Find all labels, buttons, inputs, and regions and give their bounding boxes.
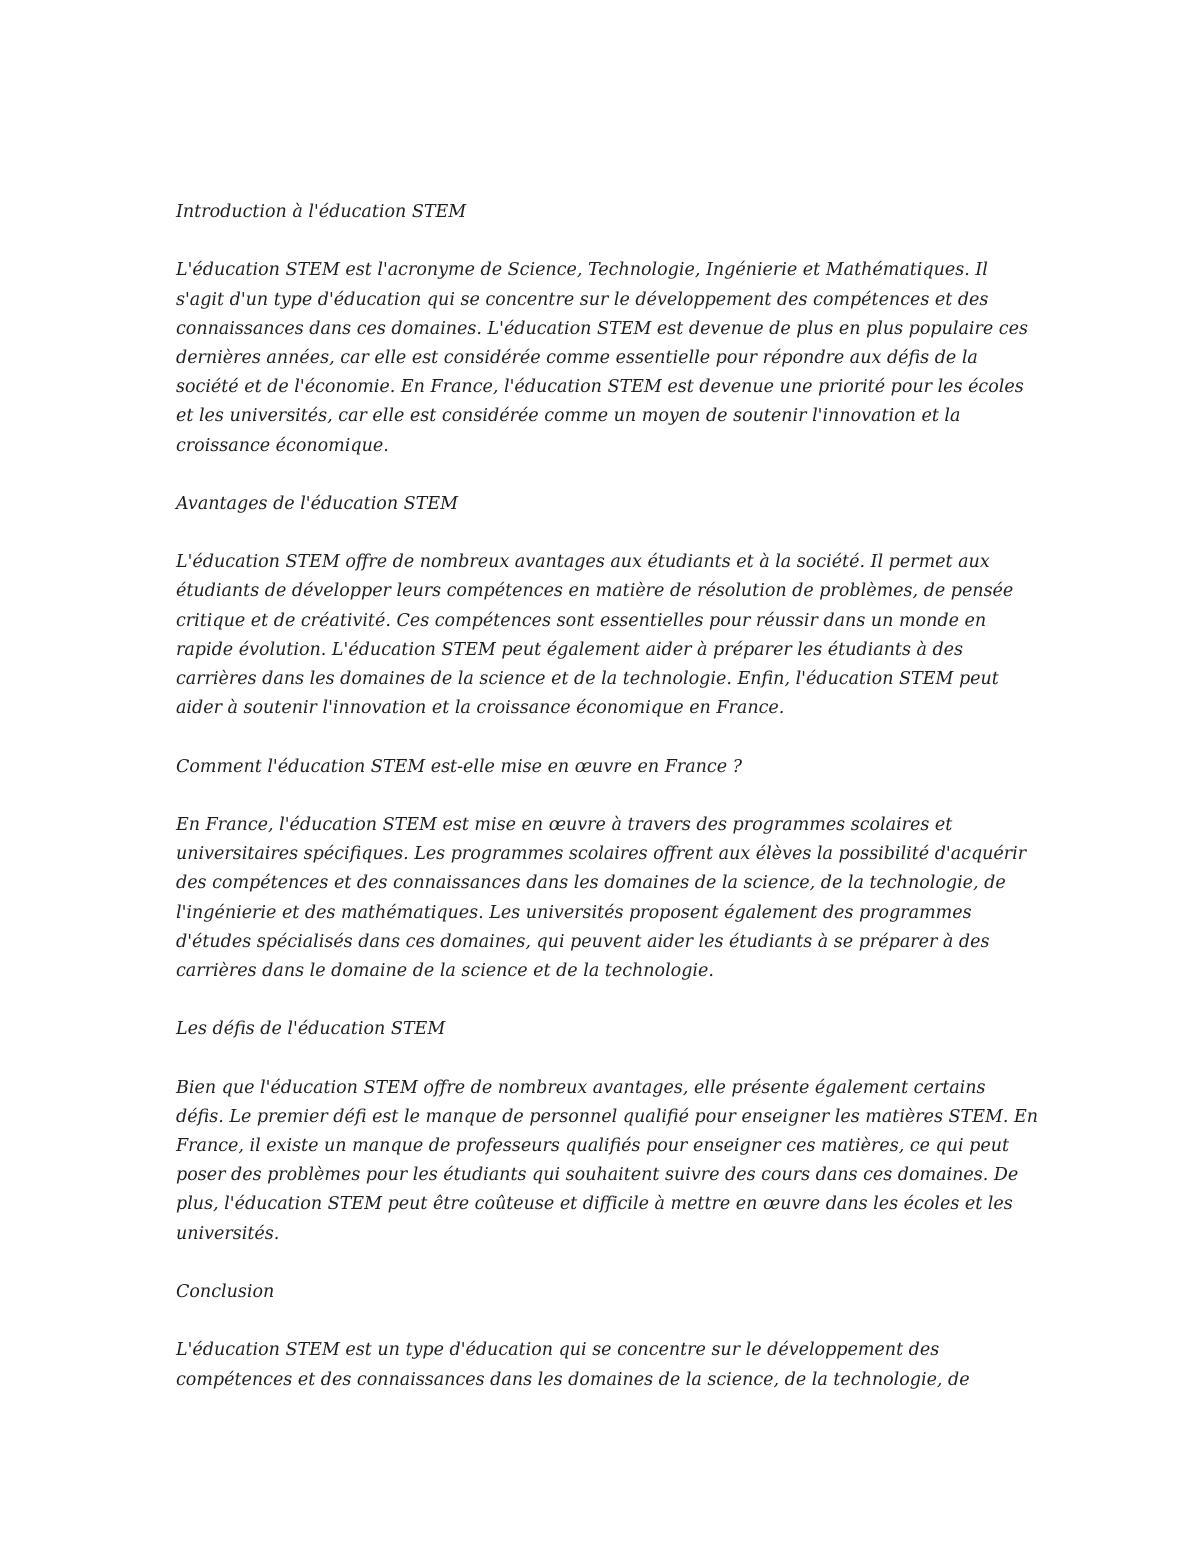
paragraph-line: l'ingénierie et des mathématiques. Les universités proposent également des programmes [176,902,972,923]
paragraph-line: croissance économique. [176,435,389,456]
paragraph-line: universités. [176,1223,280,1244]
paragraph-line: dernières années, car elle est considérée comme essentielle pour répondre aux défis de la [176,347,978,368]
spacer [176,782,1036,811]
section-heading-conclusion: Conclusion [176,1281,275,1302]
spacer [176,986,1036,1015]
section-heading-avantages: Avantages de l'éducation STEM [176,493,459,514]
paragraph-line: et les universités, car elle est considérée comme un moyen de soutenir l'innovation et la [176,406,961,427]
spacer [176,519,1036,548]
paragraph-line: s'agit d'un type d'éducation qui se concentre sur le développement des compétences et des [176,289,989,310]
paragraph-line: critique et de créativité. Ces compétences sont essentielles pour réussir dans un monde en [176,610,987,631]
spacer [176,1307,1036,1336]
spacer [176,1044,1036,1073]
document-page [176,198,1039,1395]
paragraph-line: plus, l'éducation STEM peut être coûteuse et difficile à mettre en œuvre dans les écoles et les [176,1194,1013,1215]
section-heading-mise-en-oeuvre: Comment l'éducation STEM est-elle mise en œuvre en France ? [176,756,743,777]
paragraph-line: L'éducation STEM est un type d'éducation qui se concentre sur le développement des [176,1340,940,1361]
spacer [176,1249,1036,1278]
paragraph-line: aider à soutenir l'innovation et la croissance économique en France. [176,698,785,719]
paragraph-line: compétences et des connaissances dans les domaines de la science, de la technologie, de [176,1369,970,1390]
paragraph-line: d'études spécialisés dans ces domaines, qui peuvent aider les étudiants à se préparer à des [176,931,990,952]
paragraph-line: Bien que l'éducation STEM offre de nombreux avantages, elle présente également certains [176,1077,986,1098]
section-heading-defis: Les défis de l'éducation STEM [176,1019,446,1040]
paragraph-line: rapide évolution. L'éducation STEM peut également aider à préparer les étudiants à des [176,639,964,660]
paragraph-line: En France, l'éducation STEM est mise en œuvre à travers des programmes scolaires et [176,814,953,835]
section-heading-introduction: Introduction à l'éducation STEM [176,202,467,222]
paragraph-line: L'éducation STEM offre de nombreux avantages aux étudiants et à la société. Il permet aux [176,552,990,573]
paragraph-line: défis. Le premier défi est le manque de personnel qualifié pour enseigner les matières STEM. En [176,1106,1039,1127]
spacer [176,723,1036,752]
paragraph-line: connaissances dans ces domaines. L'éducation STEM est devenue de plus en plus populaire ces [176,318,1028,339]
paragraph-line: poser des problèmes pour les étudiants qui souhaitent suivre des cours dans ces domaines. De [176,1165,1019,1186]
paragraph-line: société et de l'économie. En France, l'éducation STEM est devenue une priorité pour les écoles [176,377,1024,398]
paragraph-line: des compétences et des connaissances dans les domaines de la science, de la technologie, de [176,873,1006,894]
paragraph-line: France, il existe un manque de professeurs qualifiés pour enseigner ces matières, ce qui peut [176,1136,1010,1156]
paragraph-line: universitaires spécifiques. Les programmes scolaires offrent aux élèves la possibilité d'acquérir [176,844,1027,865]
spacer [176,227,1036,256]
paragraph-line: L'éducation STEM est l'acronyme de Science, Technologie, Ingénierie et Mathématiques. Il [176,260,988,281]
spacer [176,461,1036,490]
paragraph-line: étudiants de développer leurs compétences en matière de résolution de problèmes, de pensée [176,581,1014,602]
paragraph-line: carrières dans les domaines de la science et de la technologie. Enfin, l'éducation STEM peut [176,669,999,689]
paragraph-line: carrières dans le domaine de la science et de la technologie. [176,960,714,981]
